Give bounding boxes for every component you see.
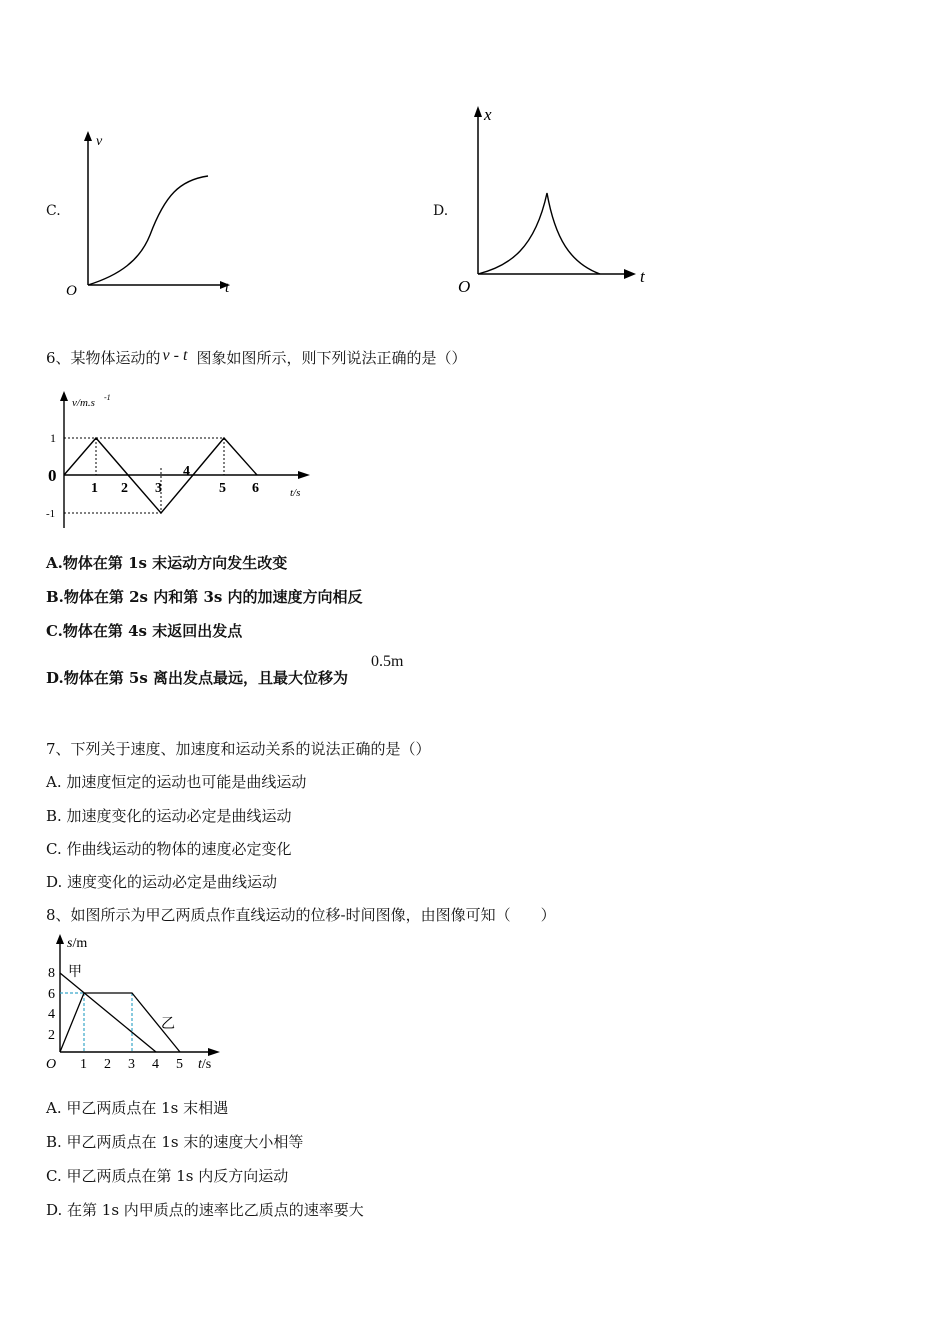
q8-x-tick-3: 3 <box>128 1057 135 1072</box>
q8-x-tick-2: 2 <box>104 1057 111 1072</box>
q8-x-tick-1: 1 <box>80 1057 87 1072</box>
q6-y-axis-label: v/m.s <box>72 397 95 409</box>
q8-series-jia-label: 甲 <box>68 965 82 980</box>
q6-y-axis-exp: -1 <box>104 393 111 402</box>
q6-option-b: B.物体在第 2s 内和第 3s 内的加速度方向相反 <box>46 588 363 606</box>
q8-x-tick-4: 4 <box>152 1057 159 1072</box>
q6-stem-after: 图象如图所示，则下列说法正确的是（） <box>196 349 467 367</box>
q6-vt-graph <box>40 388 330 538</box>
graph-c-origin: O <box>66 283 77 299</box>
graph-d-x-label: t <box>640 267 645 286</box>
q6-x-tick-3: 3 <box>155 481 162 496</box>
q8-option-b: B. 甲乙两质点在 1s 末的速度大小相等 <box>46 1133 304 1151</box>
q7-option-c: C. 作曲线运动的物体的速度必定变化 <box>46 840 292 858</box>
q8-y-tick-8: 8 <box>48 966 55 981</box>
q6-y-tick-0: 0 <box>48 466 57 485</box>
q6-x-tick-4: 4 <box>183 464 190 479</box>
q8-option-c: C. 甲乙两质点在第 1s 内反方向运动 <box>46 1167 289 1185</box>
q6-x-tick-2: 2 <box>121 481 128 496</box>
q6-x-tick-5: 5 <box>219 481 226 496</box>
q7-option-b: B. 加速度变化的运动必定是曲线运动 <box>46 807 292 825</box>
q8-st-graph <box>40 930 230 1075</box>
q6-x-axis-label: t/s <box>290 487 301 499</box>
q6-x-tick-6: 6 <box>252 481 259 496</box>
q8-y-tick-4: 4 <box>48 1007 55 1022</box>
q8-stem: 8、如图所示为甲乙两质点作直线运动的位移-时间图像，由图像可知（ ） <box>46 906 556 924</box>
q8-series-yi-label: 乙 <box>161 1017 175 1032</box>
q6-option-d-value: 0.5m <box>371 653 404 670</box>
q6-x-tick-1: 1 <box>91 481 98 496</box>
q5-option-c-label: C. <box>46 203 61 219</box>
q8-option-a: A. 甲乙两质点在 1s 末相遇 <box>46 1099 229 1117</box>
q5-graph-d <box>450 98 660 298</box>
q6-y-tick-neg1: -1 <box>46 508 56 520</box>
q8-x-axis-label: t/s <box>198 1057 212 1072</box>
graph-c-x-label: t <box>225 280 230 296</box>
q6-option-d: D.物体在第 5s 离出发点最远，且最大位移为 <box>46 669 349 687</box>
q8-y-tick-2: 2 <box>48 1028 55 1043</box>
q8-x-tick-5: 5 <box>176 1057 183 1072</box>
q8-y-axis-label: s/m <box>67 936 88 951</box>
q7-option-d: D. 速度变化的运动必定是曲线运动 <box>46 873 278 891</box>
graph-d-origin: O <box>458 277 471 296</box>
q7-option-a: A. 加速度恒定的运动也可能是曲线运动 <box>46 773 307 791</box>
q7-stem: 7、下列关于速度、加速度和运动关系的说法正确的是（） <box>46 740 431 758</box>
q6-stem-before: 6、某物体运动的 <box>46 349 161 367</box>
q6-option-c: C.物体在第 4s 末返回出发点 <box>46 622 243 640</box>
q6-y-tick-1: 1 <box>50 431 56 445</box>
q5-graph-c <box>60 125 250 305</box>
q6-option-a: A.物体在第 1s 末运动方向发生改变 <box>46 554 288 572</box>
q8-y-tick-6: 6 <box>48 987 55 1002</box>
q6-stem-formula: v - t <box>162 347 188 364</box>
q5-option-d-label: D. <box>433 203 449 219</box>
q8-option-d: D. 在第 1s 内甲质点的速率比乙质点的速率要大 <box>46 1201 364 1219</box>
q6-stem <box>46 347 467 368</box>
graph-c-y-label: v <box>96 134 103 149</box>
graph-d-y-label: x <box>484 105 492 124</box>
q8-origin: O <box>46 1057 57 1072</box>
